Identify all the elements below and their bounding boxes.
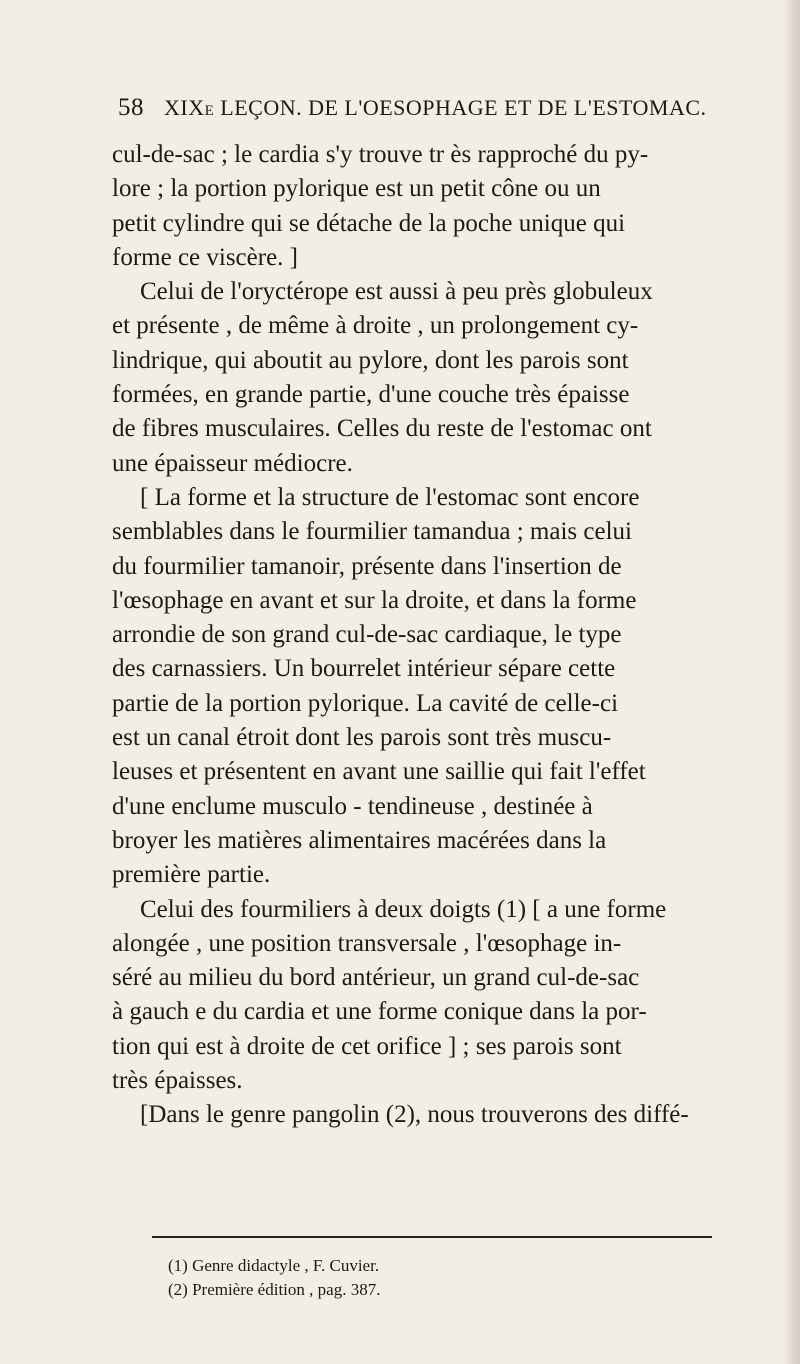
text-line: lore ; la portion pylorique est un petit cône ou un (112, 175, 601, 203)
text-line: [ La forme et la structure de l'estomac sont encore (140, 483, 640, 511)
text-line: partie de la portion pylorique. La cavité de celle-ci (112, 689, 619, 717)
text-line: alongée , une position transversale , l'œsophage in- (112, 929, 622, 957)
text-line: Celui des fourmiliers à deux doigts (1) [ a une forme (140, 895, 667, 923)
text-line: broyer les matières alimentaires macérées dans la (112, 826, 607, 854)
footnote-rule (152, 1236, 712, 1238)
body-text (112, 138, 772, 1133)
text-line: des carnassiers. Un bourrelet intérieur sépare cette (112, 655, 616, 683)
text-line: arrondie de son grand cul-de-sac cardiaque, le type (112, 621, 622, 649)
text-line: de fibres musculaires. Celles du reste de l'estomac ont (112, 415, 652, 443)
text-line: l'œsophage en avant et sur la droite, et dans la forme (112, 586, 637, 614)
text-line: formées, en grande partie, d'une couche très épaisse (112, 381, 630, 409)
text-line: petit cylindre qui se détache de la poche unique qui (112, 209, 626, 237)
running-title: XIXe LEÇON. DE L'OESOPHAGE ET DE L'ESTOMAC. (164, 95, 707, 120)
text-line: et présente , de même à droite , un prolongement cy- (112, 312, 639, 340)
page-number: 58 (118, 94, 144, 121)
text-line: à gauch e du cardia et une forme conique dans la por- (112, 998, 647, 1026)
text-line: tion qui est à droite de cet orifice ] ; ses parois sont (112, 1032, 622, 1060)
footnotes (168, 1254, 728, 1302)
text-line: cul-de-sac ; le cardia s'y trouve tr ès rapproché du py- (112, 141, 649, 168)
page-edge-shadow (782, 0, 800, 1364)
text-line: du fourmilier tamanoir, présente dans l'insertion de (112, 552, 622, 580)
text-line: une épaisseur médiocre. (112, 449, 353, 477)
text-line: très épaisses. (112, 1067, 243, 1095)
text-line: lindrique, qui aboutit au pylore, dont les parois sont (112, 346, 629, 374)
text-line: est un canal étroit dont les parois sont très muscu- (112, 724, 612, 752)
footnote: (1) Genre didactyle , F. Cuvier. (168, 1256, 380, 1275)
text-line: forme ce viscère. ] (112, 243, 298, 271)
text-line: d'une enclume musculo - tendineuse , destinée à (112, 792, 593, 820)
text-line: semblables dans le fourmilier tamandua ; mais celui (112, 518, 632, 546)
text-line: première partie. (112, 861, 271, 889)
footnote: (2) Première édition , pag. 387. (168, 1280, 381, 1299)
text-line: [Dans le genre pangolin (2), nous trouverons des diffé- (140, 1101, 689, 1129)
text-line: leuses et présentent en avant une saillie qui fait l'effet (112, 758, 646, 786)
text-line: séré au milieu du bord antérieur, un grand cul-de-sac (112, 964, 640, 992)
text-line: Celui de l'oryctérope est aussi à peu près globuleux (140, 278, 653, 306)
page-header (118, 94, 768, 130)
